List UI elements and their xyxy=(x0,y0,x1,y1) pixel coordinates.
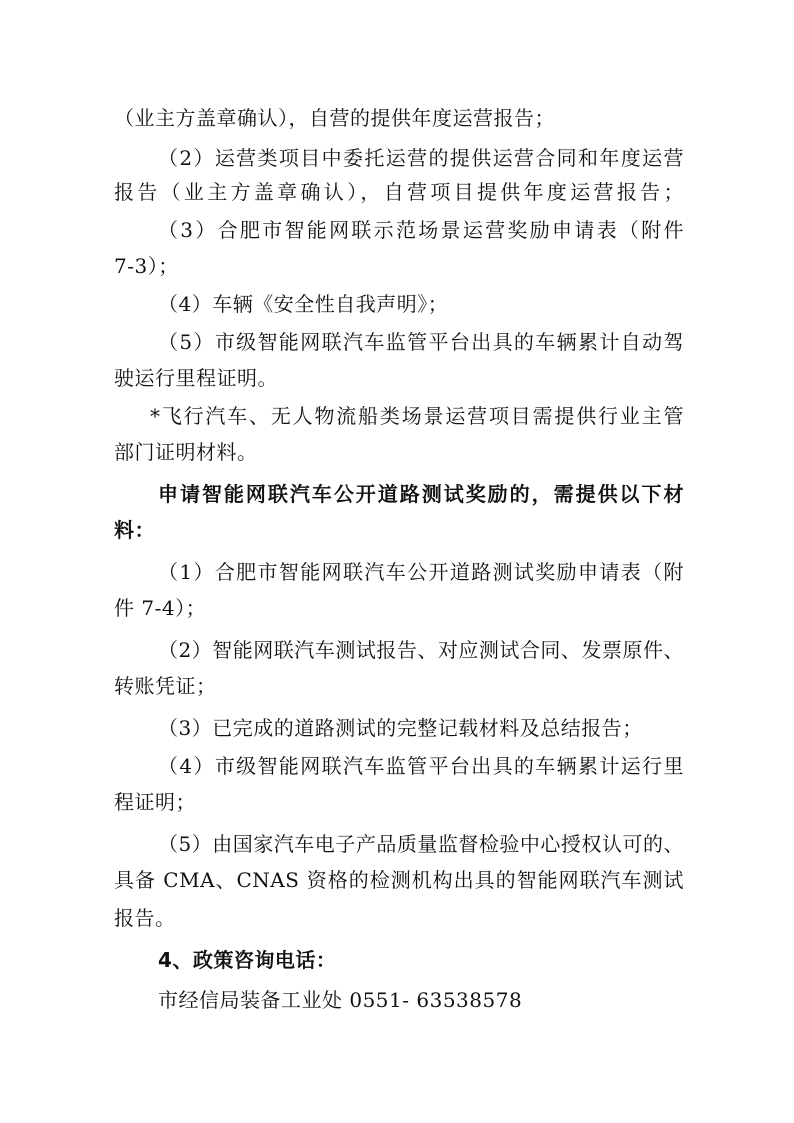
text-line: 程证明； xyxy=(114,790,196,814)
text-line: （4）市级智能网联汽车监管平台出具的车辆累计运行里 xyxy=(158,754,684,778)
text-line: 件 7-4）； xyxy=(114,596,207,620)
text-line: 报告（业主方盖章确认），自营项目提供年度运营报告； xyxy=(114,180,684,204)
text-line: 报告。 xyxy=(114,906,176,930)
section-heading: 申请智能网联汽车公开道路测试奖励的，需提供以下材 xyxy=(158,482,684,506)
text-line: （3）合肥市智能网联示范场景运营奖励申请表（附件 xyxy=(158,218,684,242)
text-line: 转账凭证； xyxy=(114,674,217,698)
section-heading: 4、政策咨询电话： xyxy=(158,948,337,972)
text-line: 部门证明材料。 xyxy=(114,440,258,464)
text-line: *飞行汽车、无人物流船类场景运营项目需提供行业主管 xyxy=(150,404,684,428)
text-line: 具备 CMA、CNAS 资格的检测机构出具的智能网联汽车测试 xyxy=(114,868,684,892)
text-line: （业主方盖章确认），自营的提供年度运营报告； xyxy=(114,106,555,130)
text-line: （2）运营类项目中委托运营的提供运营合同和年度运营 xyxy=(158,146,684,170)
text-line: 7-3）； xyxy=(114,254,179,278)
text-line: （5）市级智能网联汽车监管平台出具的车辆累计自动驾 xyxy=(158,330,684,354)
text-line: （3）已完成的道路测试的完整记载材料及总结报告； xyxy=(158,716,643,740)
text-line: 驶运行里程证明。 xyxy=(114,366,278,390)
section-heading: 料： xyxy=(114,518,155,542)
text-line: （1）合肥市智能网联汽车公开道路测试奖励申请表（附 xyxy=(158,560,684,584)
text-line: （2）智能网联汽车测试报告、对应测试合同、发票原件、 xyxy=(158,638,684,662)
contact-line: 市经信局装备工业处 0551- 63538578 xyxy=(158,988,523,1012)
text-line: （4）车辆《安全性自我声明》； xyxy=(158,292,449,316)
text-line: （5）由国家汽车电子产品质量监督检验中心授权认可的、 xyxy=(158,832,684,856)
